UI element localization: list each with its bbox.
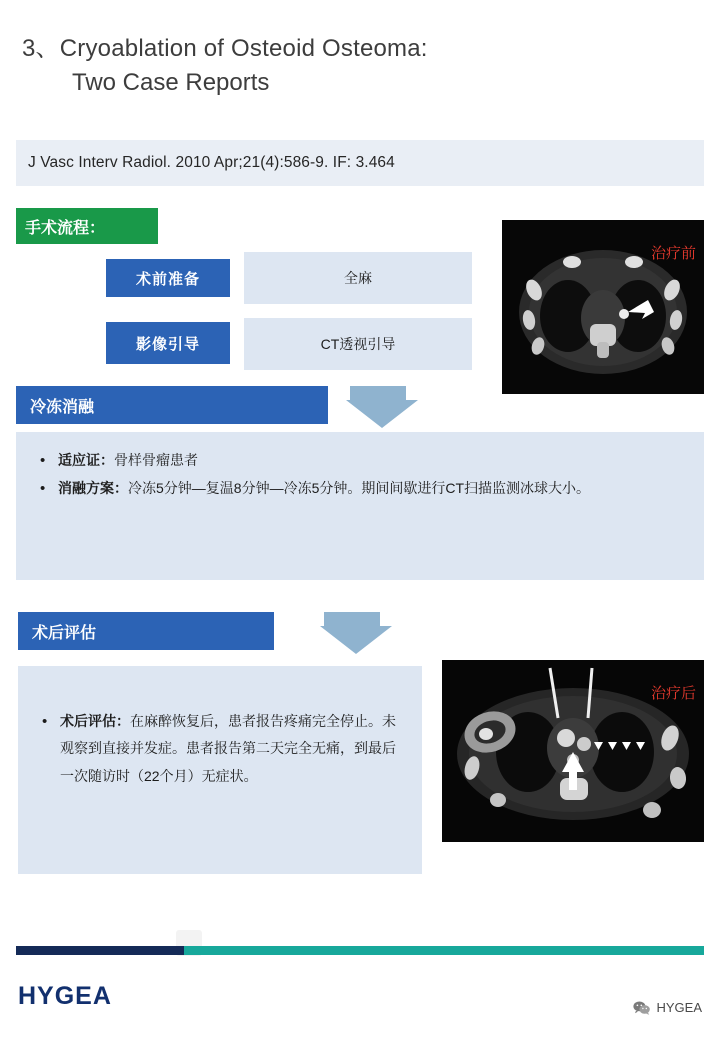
procedure-flow-header: 手术流程：: [16, 208, 158, 244]
page-title-line-1: 3、Cryoablation of Osteoid Osteoma:: [22, 35, 428, 62]
ct-pre-label: 治疗前: [650, 245, 696, 262]
bullet-indication-label: 适应证：: [58, 452, 114, 468]
footer-rule-teal: [184, 946, 704, 955]
bullet-evaluation-text: 在麻醉恢复后，患者报告疼痛完全停止。未观察到直接并发症。患者报告第二天完全无痛，到最后一次随访时（22个月）无症状。: [60, 713, 396, 784]
down-arrow-cryoablation-icon: [344, 384, 422, 430]
list-item: [32, 448, 686, 474]
footer-brand-logo: HYGEA: [18, 982, 112, 1010]
citation-text: J Vasc Interv Radiol. 2010 Apr;21(4):586-9. IF: 3.464: [28, 154, 395, 171]
bullet-protocol-label: 消融方案：: [58, 479, 128, 496]
cryoablation-bullet-list: [16, 432, 704, 502]
bullet-indication-text: 骨样骨瘤患者: [114, 452, 198, 468]
footer-rule-navy: [16, 946, 184, 955]
down-arrow-evaluation-icon: [318, 610, 396, 656]
footer-wechat-account: [633, 1000, 702, 1015]
evaluation-bullet-list: [18, 666, 422, 790]
evaluation-content-panel: [18, 666, 422, 874]
list-item: [32, 476, 686, 502]
step-label-imaging-guidance: 影像引导: [106, 322, 230, 364]
section-bar-postoperative-evaluation: 术后评估: [18, 612, 274, 650]
page-title-line-2: Two Case Reports: [72, 69, 270, 96]
ct-post-label: 治疗后: [650, 685, 696, 702]
footer-wechat-label: HYGEA: [656, 1000, 702, 1015]
list-item: [34, 708, 404, 790]
ct-scan-before-treatment: [502, 220, 704, 394]
wechat-icon: [633, 1001, 650, 1015]
bullet-evaluation-label: 术后评估：: [60, 713, 130, 729]
bullet-protocol-text: 冷冻5分钟—复温8分钟—冷冻5分钟。期间间歇进行CT扫描监测冰球大小。: [128, 479, 591, 496]
page-title: [22, 34, 682, 98]
ct-scan-after-treatment: [442, 660, 704, 842]
step-value-anesthesia: 全麻: [244, 252, 472, 304]
step-label-preoperative-preparation: 术前准备: [106, 259, 230, 297]
cryoablation-content-panel: [16, 432, 704, 580]
step-value-ct-guidance: CT透视引导: [244, 318, 472, 370]
section-bar-cryoablation: 冷冻消融: [16, 386, 328, 424]
citation-band: [16, 140, 704, 186]
